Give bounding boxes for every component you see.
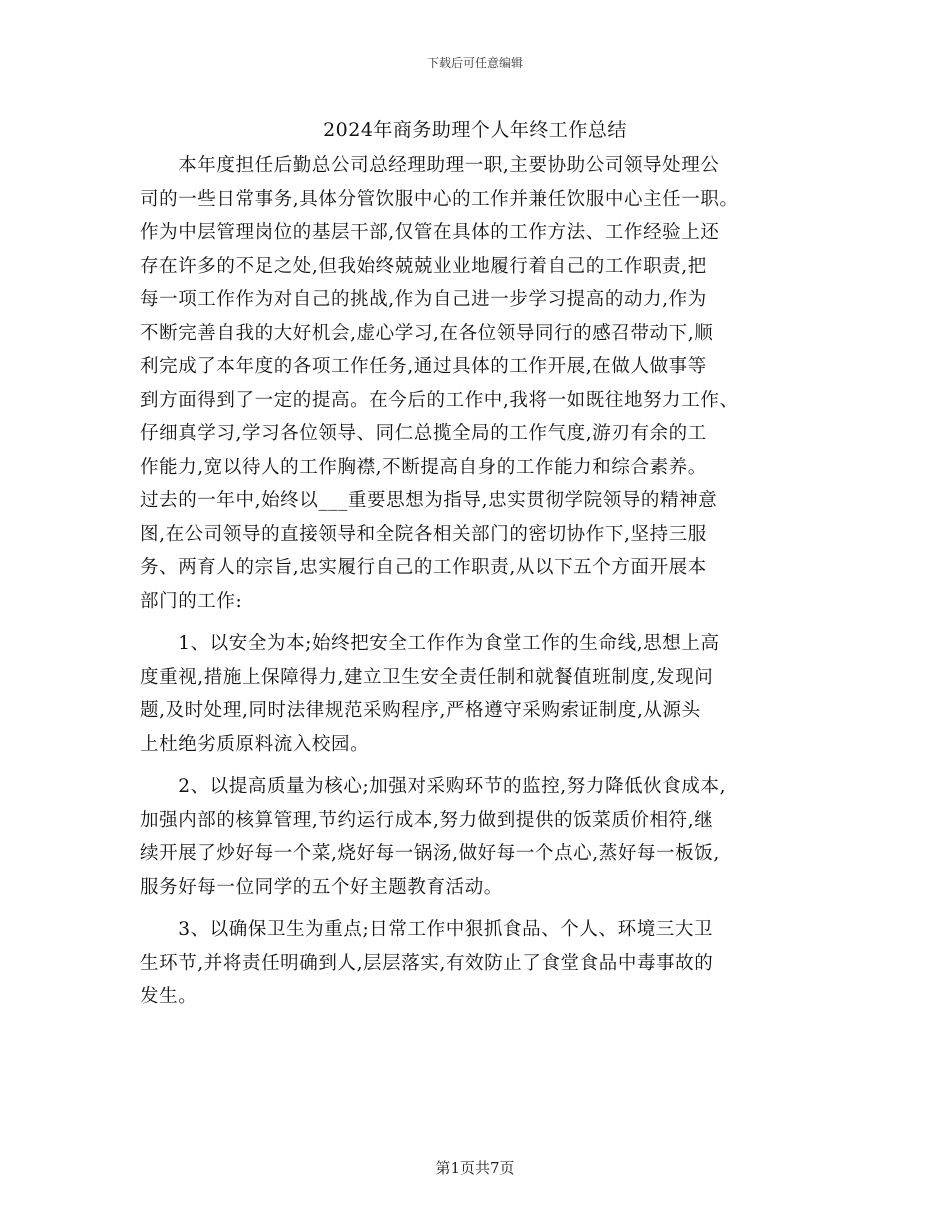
text-line: 到方面得到了一定的提高。在今后的工作中,我将一如既往地努力工作、 <box>140 389 739 411</box>
text-line: 度重视,措施上保障得力,建立卫生安全责任制和就餐值班制度,发现问 <box>140 666 714 688</box>
paragraph-gap <box>140 904 830 913</box>
text-line: 图,在公司领导的直接领导和全院各相关部门的密切协作下,坚持三服 <box>140 523 707 545</box>
text-line: 本年度担任后勤总公司总经理助理一职,主要协助公司领导处理公 <box>140 155 720 176</box>
page-number-footer: 第1页共7页 <box>435 1159 515 1177</box>
text-line: 务、两育人的宗旨,忠实履行自己的工作职责,从以下五个方面开展本 <box>140 557 707 578</box>
text-line: 3、以确保卫生为重点;日常工作中狠抓食品、个人、环境三大卫 <box>140 919 714 940</box>
text-line: 部门的工作: <box>140 590 243 612</box>
text-line: 利完成了本年度的各项工作任务,通过具体的工作开展,在做人做事等 <box>140 356 707 377</box>
text-line: 每一项工作作为对自己的挑战,作为自己进一步学习提高的动力,作为 <box>140 289 707 310</box>
text-line: 不断完善自我的大好机会,虚心学习,在各位领导同行的感召带动下,顺 <box>140 322 714 344</box>
text-line: 2、以提高质量为核心;加强对采购环节的监控,努力降低伙食成本, <box>140 776 727 797</box>
intro-paragraph <box>140 149 830 618</box>
text-line: 服务好每一位同学的五个好主题教育活动。 <box>140 876 503 898</box>
text-line: 上杜绝劣质原料流入校园。 <box>140 733 370 755</box>
item-1-paragraph <box>140 627 830 761</box>
page-header-note: 下载后可任意编辑 <box>426 56 523 70</box>
text-line: 续开展了炒好每一个菜,烧好每一锅汤,做好每一个点心,蒸好每一板饭, <box>140 843 720 864</box>
text-line: 加强内部的核算管理,节约运行成本,努力做到提供的饭菜质价相符,继 <box>140 809 714 831</box>
text-line: 生环节,并将责任明确到人,层层落实,有效防止了食堂食品中毒事故的 <box>140 952 714 974</box>
document-body <box>140 149 830 1014</box>
text-line: 作为中层管理岗位的基层干部,仅管在具体的工作方法、工作经验上还 <box>140 222 720 243</box>
paragraph-gap <box>140 761 830 770</box>
item-2-paragraph <box>140 770 830 904</box>
text-line: 过去的一年中,始终以___重要思想为指导,忠实贯彻学院领导的精神意 <box>140 490 718 511</box>
text-line: 作能力,宽以待人的工作胸襟,不断提高自身的工作能力和综合素养。 <box>140 456 707 478</box>
text-line: 1、以安全为本;始终把安全工作作为食堂工作的生命线,思想上高 <box>140 633 720 654</box>
text-line: 仔细真学习,学习各位领导、同仁总揽全局的工作气度,游刃有余的工 <box>140 423 707 444</box>
text-line: 存在许多的不足之处,但我始终兢兢业业地履行着自己的工作职责,把 <box>140 255 707 277</box>
item-3-paragraph <box>140 913 830 1014</box>
text-line: 题,及时处理,同时法律规范采购程序,严格遵守采购索证制度,从源头 <box>140 700 701 721</box>
document-title: 2024年商务助理个人年终工作总结 <box>323 119 627 141</box>
paragraph-gap <box>140 618 830 627</box>
text-line: 司的一些日常事务,具体分管饮服中心的工作并兼任饮服中心主任一职。 <box>140 188 739 210</box>
text-line: 发生。 <box>140 986 198 1007</box>
